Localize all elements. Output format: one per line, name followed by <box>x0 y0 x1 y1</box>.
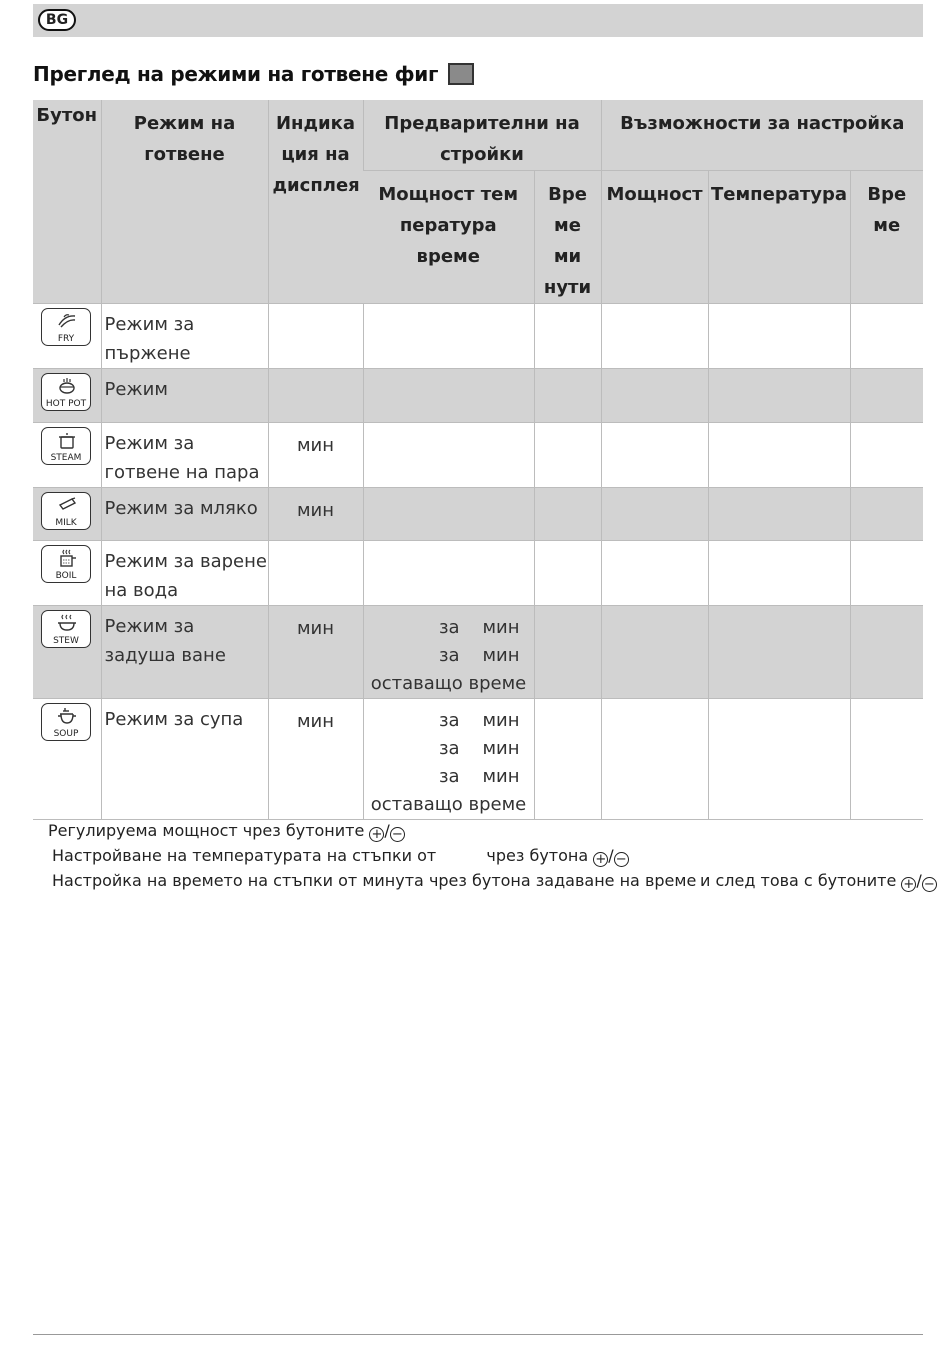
mode-name: Режим за пържене <box>104 314 195 364</box>
table-row <box>33 304 923 369</box>
milk-icon <box>56 495 78 517</box>
page-title-text: Преглед на режими на готвене фиг <box>33 62 439 86</box>
boil-button[interactable] <box>41 545 91 583</box>
preset-values: за мин за мин за мин оставащо време <box>370 710 527 815</box>
stew-button-label: STEW <box>53 636 79 646</box>
display-value <box>269 541 363 549</box>
table-row <box>33 699 923 820</box>
header-bar <box>33 4 923 37</box>
milk-button[interactable] <box>41 492 91 530</box>
soup-button[interactable] <box>41 703 91 741</box>
soup-icon <box>56 706 78 728</box>
steam-icon <box>56 430 78 452</box>
preset-values: за мин за мин оставащо време <box>370 617 527 694</box>
hot-pot-icon <box>56 376 78 398</box>
minus-icon: − <box>922 877 937 892</box>
stew-button[interactable] <box>41 610 91 648</box>
note-line-temperature: Настройване на температурата на стъпки от чрез бутона + / − <box>48 843 696 868</box>
header-adjust: Възможности за настройка <box>601 100 923 171</box>
table-row <box>33 369 923 423</box>
fry-icon <box>56 311 78 333</box>
boil-button-label: BOIL <box>55 571 77 581</box>
hot-pot-button[interactable] <box>41 373 91 411</box>
milk-button-label: MILK <box>55 518 77 528</box>
header-adjust-power: Мощност <box>601 171 708 304</box>
header-preset-minutes: Вре ме ми нути <box>534 171 601 304</box>
header-adjust-time: Вре ме <box>850 171 923 304</box>
header-button: Бутон <box>33 100 101 304</box>
mode-name: Режим за супа <box>104 709 244 730</box>
page-title <box>33 62 474 86</box>
note-line-power: Регулируема мощност чрез бутоните + / − <box>48 818 696 843</box>
footer-divider <box>33 1334 923 1335</box>
mode-name: Режим за мляко <box>104 498 258 519</box>
display-value <box>269 304 363 312</box>
plus-icon: + <box>369 827 384 842</box>
table-row <box>33 541 923 606</box>
minus-icon: − <box>390 827 405 842</box>
boil-icon <box>56 548 78 570</box>
soup-button-label: SOUP <box>53 729 79 739</box>
fry-button-label: FRY <box>57 334 75 344</box>
stew-icon <box>56 613 78 635</box>
header-display: Индика ция на дисплея <box>268 100 363 304</box>
display-value: мин <box>296 711 335 732</box>
hot-pot-button-label: HOT POT <box>45 399 87 409</box>
mode-name: Режим <box>104 379 168 400</box>
minus-icon: − <box>614 852 629 867</box>
plus-icon: + <box>593 852 608 867</box>
table-row <box>33 423 923 488</box>
cooking-modes-table <box>33 100 923 820</box>
display-value <box>269 369 363 377</box>
notes <box>48 818 935 893</box>
display-value: мин <box>296 618 335 639</box>
header-preset: Предварителни на стройки <box>363 100 601 171</box>
plus-icon: + <box>901 877 916 892</box>
display-value: мин <box>296 500 335 521</box>
figure-marker-icon <box>448 63 474 85</box>
mode-name: Режим за варене на вода <box>104 551 267 601</box>
mode-name: Режим за готвене на пара <box>104 433 260 483</box>
fry-button[interactable] <box>41 308 91 346</box>
header-preset-power-temp-time: Мощност тем пература време <box>363 171 534 304</box>
mode-name: Режим за задуша ване <box>104 616 226 666</box>
table-row <box>33 488 923 541</box>
header-adjust-temperature: Температура <box>708 171 850 304</box>
language-badge: BG <box>38 9 76 31</box>
display-value: мин <box>296 435 335 456</box>
table-row <box>33 606 923 699</box>
header-mode: Режим на готвене <box>101 100 268 304</box>
note-line-time: Настройка на времето на стъпки от минута чрез бутона задаване на време и след това с бутоните + / − <box>48 868 696 893</box>
steam-button[interactable] <box>41 427 91 465</box>
steam-button-label: STEAM <box>50 453 82 463</box>
